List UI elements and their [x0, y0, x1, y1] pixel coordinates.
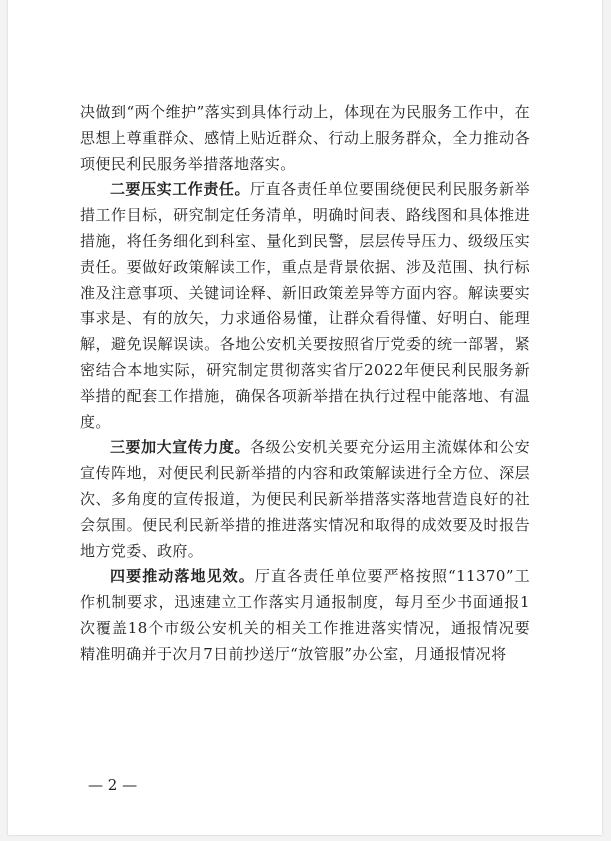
paragraph-3-lead: 三要加大宣传力度。 — [110, 438, 251, 457]
paragraph-3-text: 各级公安机关要充分运用主流媒体和公安宣传阵地，对便民利民新举措的内容和政策解读进行全方位、深层次、多角度的宣传报道，为便民利民新举措落实落地营造良好的社会氛围。便民利民新举措的推进落实情况和取得的成效要及时报告地方党委、政府。 — [80, 438, 531, 560]
paragraph-1 — [80, 100, 530, 177]
paragraph-1-text: 决做到“两个维护”落实到具体行动上，体现在为民服务工作中，在思想上尊重群众、感情上贴近群众、行动上服务群众，全力推动各项便民利民服务举措落地落实。 — [80, 103, 530, 173]
paragraph-2 — [80, 177, 530, 435]
document-page — [8, 0, 602, 835]
document-body — [80, 100, 530, 668]
paragraph-4-text: 厅直各责任单位要严格按照“11370”工作机制要求，迅速建立工作落实月通报制度，每月至少书面通报1次覆盖18个市级公安机关的相关工作推进落实情况，通报情况要精准明确并于次月7日前抄送厅“放管服”办公室，月通报情况将 — [80, 567, 530, 663]
paragraph-4 — [80, 564, 530, 667]
page-number: — 2 — — [88, 776, 138, 794]
paragraph-3 — [80, 435, 530, 564]
paragraph-2-text: 厅直各责任单位要围绕便民利民服务新举措工作目标，研究制定任务清单，明确时间表、路线图和具体推进措施，将任务细化到科室、量化到民警，层层传导压力、级级压实责任。要做好政策解读工作，重点是背景依据、涉及范围、执行标准及注意事项、关键词诠释、新旧政策差异等方面内容。解读要实事求是、有的放矢，力求通俗易懂，让群众看得懂、好明白、能理解，避免误解误读。各地公安机关要按照省厅党委的统一部署，紧密结合本地实际，研究制定贯彻落实省厅2022年便民利民服务新举措的配套工作措施，确保各项新举措在执行过程中能落地、有温度。 — [80, 180, 531, 431]
paragraph-4-lead: 四要推动落地见效。 — [110, 567, 255, 586]
paragraph-2-lead: 二要压实工作责任。 — [110, 180, 251, 199]
